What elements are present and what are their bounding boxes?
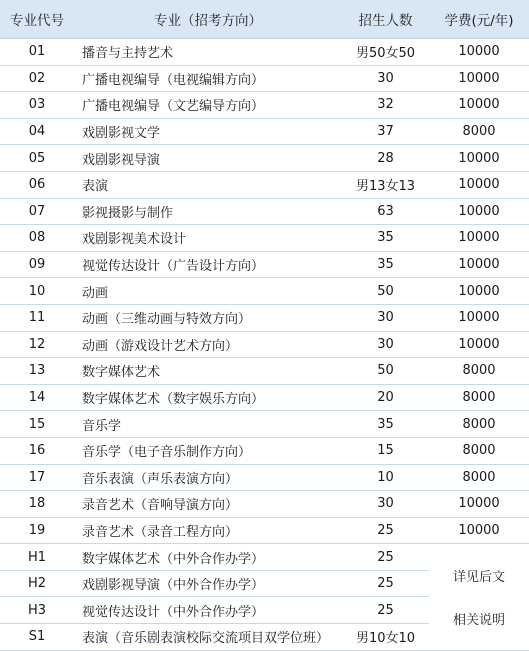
row-quota: 男13女13 bbox=[342, 171, 429, 198]
row-major: 音乐表演（声乐表演方向） bbox=[74, 464, 342, 491]
row-code: 14 bbox=[0, 384, 74, 411]
row-fee: 10000 bbox=[429, 39, 529, 66]
row-quota: 35 bbox=[342, 225, 429, 252]
row-quota: 20 bbox=[342, 384, 429, 411]
row-major: 广播电视编导（文艺编导方向） bbox=[74, 92, 342, 119]
row-quota: 25 bbox=[342, 570, 429, 597]
table-body bbox=[0, 39, 529, 651]
row-code: H1 bbox=[0, 544, 74, 571]
row-fee: 10000 bbox=[429, 92, 529, 119]
row-code: 01 bbox=[0, 39, 74, 66]
row-major: 戏剧影视导演（中外合作办学） bbox=[74, 570, 342, 597]
row-quota: 35 bbox=[342, 411, 429, 438]
row-major: 音乐学 bbox=[74, 411, 342, 438]
row-fee: 8000 bbox=[429, 358, 529, 385]
table-row bbox=[0, 171, 529, 198]
row-quota: 50 bbox=[342, 278, 429, 305]
header-fee: 学费(元/年) bbox=[429, 0, 529, 39]
header-code: 专业代号 bbox=[0, 0, 74, 39]
row-fee: 10000 bbox=[429, 198, 529, 225]
table-row bbox=[0, 464, 529, 491]
row-code: 07 bbox=[0, 198, 74, 225]
table-row bbox=[0, 331, 529, 358]
row-major: 录音艺术（音响导演方向） bbox=[74, 491, 342, 518]
row-code: 09 bbox=[0, 251, 74, 278]
row-code: 13 bbox=[0, 358, 74, 385]
row-quota: 25 bbox=[342, 517, 429, 544]
row-fee: 10000 bbox=[429, 65, 529, 92]
row-fee: 10000 bbox=[429, 491, 529, 518]
row-code: 08 bbox=[0, 225, 74, 252]
row-fee: 10000 bbox=[429, 331, 529, 358]
row-fee: 10000 bbox=[429, 225, 529, 252]
row-quota: 30 bbox=[342, 304, 429, 331]
row-code: 06 bbox=[0, 171, 74, 198]
row-fee: 8000 bbox=[429, 464, 529, 491]
row-major: 影视摄影与制作 bbox=[74, 198, 342, 225]
row-major: 数字媒体艺术（数字娱乐方向） bbox=[74, 384, 342, 411]
table-row bbox=[0, 65, 529, 92]
row-major: 戏剧影视美术设计 bbox=[74, 225, 342, 252]
row-code: 17 bbox=[0, 464, 74, 491]
row-major: 动画（游戏设计艺术方向） bbox=[74, 331, 342, 358]
row-major: 表演 bbox=[74, 171, 342, 198]
row-code: 02 bbox=[0, 65, 74, 92]
table-row bbox=[0, 437, 529, 464]
row-quota: 32 bbox=[342, 92, 429, 119]
row-code: S1 bbox=[0, 624, 74, 651]
table-row bbox=[0, 39, 529, 66]
table-row bbox=[0, 358, 529, 385]
row-quota: 25 bbox=[342, 597, 429, 624]
row-fee: 8000 bbox=[429, 118, 529, 145]
row-code: 18 bbox=[0, 491, 74, 518]
row-quota: 30 bbox=[342, 331, 429, 358]
table-row bbox=[0, 92, 529, 119]
fee-note-cell bbox=[429, 544, 529, 650]
row-code: 04 bbox=[0, 118, 74, 145]
row-code: 10 bbox=[0, 278, 74, 305]
table-row bbox=[0, 198, 529, 225]
row-major: 数字媒体艺术 bbox=[74, 358, 342, 385]
row-fee: 8000 bbox=[429, 411, 529, 438]
header-quota: 招生人数 bbox=[342, 0, 429, 39]
row-code: H2 bbox=[0, 570, 74, 597]
row-quota: 37 bbox=[342, 118, 429, 145]
row-fee: 10000 bbox=[429, 278, 529, 305]
row-major: 动画（三维动画与特效方向） bbox=[74, 304, 342, 331]
row-code: 12 bbox=[0, 331, 74, 358]
table-row bbox=[0, 225, 529, 252]
row-code: 11 bbox=[0, 304, 74, 331]
row-major: 录音艺术（录音工程方向） bbox=[74, 517, 342, 544]
row-major: 戏剧影视导演 bbox=[74, 145, 342, 172]
row-major: 数字媒体艺术（中外合作办学） bbox=[74, 544, 342, 571]
row-code: 15 bbox=[0, 411, 74, 438]
row-code: 16 bbox=[0, 437, 74, 464]
header-major: 专业（招考方向） bbox=[74, 0, 342, 39]
fee-note-line1: 详见后文 bbox=[452, 569, 505, 585]
table-row bbox=[0, 411, 529, 438]
row-major: 表演（音乐剧表演校际交流项目双学位班） bbox=[74, 624, 342, 651]
row-quota: 30 bbox=[342, 491, 429, 518]
table-row bbox=[0, 517, 529, 544]
row-major: 视觉传达设计（广告设计方向） bbox=[74, 251, 342, 278]
row-quota: 50 bbox=[342, 358, 429, 385]
row-quota: 35 bbox=[342, 251, 429, 278]
row-quota: 25 bbox=[342, 544, 429, 571]
fee-note-line2: 相关说明 bbox=[452, 612, 505, 628]
table-row bbox=[0, 544, 529, 571]
row-fee: 10000 bbox=[429, 251, 529, 278]
row-code: 19 bbox=[0, 517, 74, 544]
row-major: 视觉传达设计（中外合作办学） bbox=[74, 597, 342, 624]
row-fee: 10000 bbox=[429, 145, 529, 172]
table-row bbox=[0, 278, 529, 305]
row-quota: 28 bbox=[342, 145, 429, 172]
row-major: 音乐学（电子音乐制作方向） bbox=[74, 437, 342, 464]
table-row bbox=[0, 491, 529, 518]
row-major: 播音与主持艺术 bbox=[74, 39, 342, 66]
table-row bbox=[0, 251, 529, 278]
row-quota: 15 bbox=[342, 437, 429, 464]
table-row bbox=[0, 118, 529, 145]
row-quota: 男10女10 bbox=[342, 624, 429, 651]
row-fee: 10000 bbox=[429, 171, 529, 198]
row-major: 动画 bbox=[74, 278, 342, 305]
row-fee: 10000 bbox=[429, 304, 529, 331]
row-fee: 8000 bbox=[429, 384, 529, 411]
row-code: H3 bbox=[0, 597, 74, 624]
row-code: 03 bbox=[0, 92, 74, 119]
row-quota: 10 bbox=[342, 464, 429, 491]
row-code: 05 bbox=[0, 145, 74, 172]
row-major: 广播电视编导（电视编辑方向） bbox=[74, 65, 342, 92]
row-fee: 8000 bbox=[429, 437, 529, 464]
row-fee: 10000 bbox=[429, 517, 529, 544]
row-major: 戏剧影视文学 bbox=[74, 118, 342, 145]
row-quota: 30 bbox=[342, 65, 429, 92]
table-row bbox=[0, 384, 529, 411]
table-header-row bbox=[0, 0, 529, 39]
table-row bbox=[0, 304, 529, 331]
table-row bbox=[0, 145, 529, 172]
row-quota: 63 bbox=[342, 198, 429, 225]
row-quota: 男50女50 bbox=[342, 39, 429, 66]
